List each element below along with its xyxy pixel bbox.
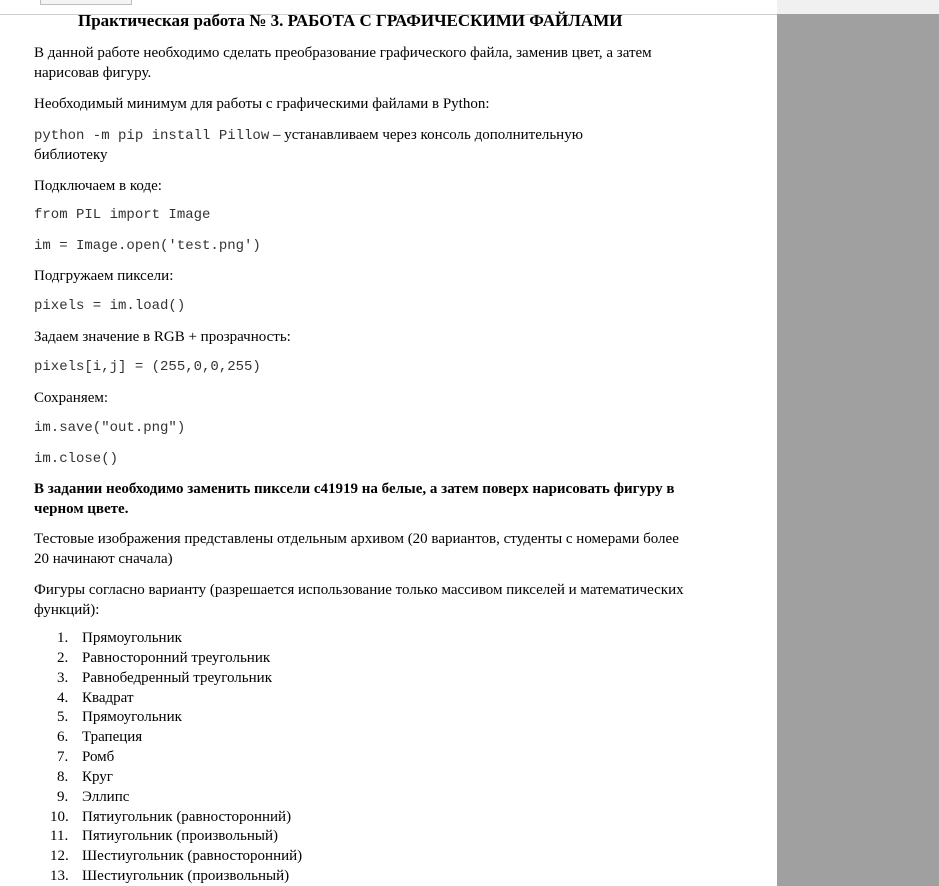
install-text: – устанавливаем через консоль дополнительную bbox=[269, 127, 583, 143]
minimum-text: Необходимый минимум для работы с графическими файлами в Python: bbox=[34, 96, 490, 112]
page-title: Практическая работа № 3. РАБОТА С ГРАФИЧЕСКИМИ ФАЙЛАМИ bbox=[78, 11, 623, 30]
list-item bbox=[34, 629, 302, 649]
list-item-number: 13. bbox=[50, 868, 69, 885]
list-item bbox=[34, 768, 302, 788]
list-item-number: 3. bbox=[57, 669, 69, 686]
list-item-number: 8. bbox=[57, 768, 69, 785]
list-item-label: Прямоугольник bbox=[82, 630, 182, 646]
intro-text-line2: нарисовав фигуру. bbox=[34, 65, 152, 81]
list-item-label: Ромб bbox=[82, 749, 115, 766]
list-item-label: Эллипс bbox=[82, 788, 130, 805]
list-item-number: 6. bbox=[57, 729, 69, 746]
figures-list bbox=[34, 629, 302, 886]
figures-intro-line1: Фигуры согласно варианту (разрешается использование только массивом пикселей и математических bbox=[34, 582, 684, 598]
list-item bbox=[34, 649, 302, 669]
load-pixels-text: Подгружаем пиксели: bbox=[34, 268, 174, 284]
code-close: im.close() bbox=[34, 451, 119, 467]
code-set: pixels[i,j] = (255,0,0,255) bbox=[34, 359, 261, 375]
code-import: from PIL import Image bbox=[34, 207, 211, 223]
connect-text: Подключаем в коде: bbox=[34, 178, 162, 194]
set-value-text: Задаем значение в RGB + прозрачность: bbox=[34, 329, 291, 345]
list-item bbox=[34, 689, 302, 709]
list-item-label: Пятиугольник (равносторонний) bbox=[82, 808, 292, 825]
list-item-number: 10. bbox=[50, 808, 69, 825]
test-images-line1: Тестовые изображения представлены отдельным архивом (20 вариантов, студенты с номерами более bbox=[34, 531, 679, 547]
test-images-line2: 20 начинают сначала) bbox=[34, 551, 173, 567]
list-item-label: Пятиугольник (произвольный) bbox=[82, 828, 279, 845]
list-item-label: Круг bbox=[82, 768, 113, 785]
list-item bbox=[34, 669, 302, 689]
list-item bbox=[34, 808, 302, 828]
list-item bbox=[34, 728, 302, 748]
list-item-label: Равнобедренный треугольник bbox=[82, 669, 272, 686]
list-item-label: Шестиугольник (произвольный) bbox=[82, 868, 290, 885]
list-item-number: 5. bbox=[57, 709, 69, 726]
list-item-label: Прямоугольник bbox=[82, 709, 182, 726]
viewer-tab[interactable] bbox=[40, 0, 132, 5]
code-save: im.save("out.png") bbox=[34, 420, 186, 436]
code-load: pixels = im.load() bbox=[34, 298, 186, 314]
install-paragraph-line2: библиотеку bbox=[34, 147, 108, 163]
list-item bbox=[34, 788, 302, 808]
list-item-label: Равносторонний треугольник bbox=[82, 649, 271, 666]
task-text-line2: черном цвете. bbox=[34, 501, 129, 517]
list-item bbox=[34, 708, 302, 728]
list-item-number: 12. bbox=[50, 848, 69, 865]
list-item bbox=[34, 827, 302, 847]
list-item bbox=[34, 867, 302, 886]
figures-intro-line2: функций): bbox=[34, 602, 100, 618]
list-item-number: 1. bbox=[57, 630, 69, 646]
list-item-number: 11. bbox=[50, 828, 69, 845]
intro-text-line1: В данной работе необходимо сделать преобразование графического файла, заменив цвет, а затем bbox=[34, 45, 652, 61]
list-item-number: 9. bbox=[57, 788, 69, 805]
list-item bbox=[34, 748, 302, 768]
list-item bbox=[34, 847, 302, 867]
list-item-number: 4. bbox=[57, 689, 69, 706]
save-text: Сохраняем: bbox=[34, 390, 109, 406]
code-open: im = Image.open('test.png') bbox=[34, 238, 261, 254]
viewer-side-panel bbox=[777, 0, 939, 886]
list-item-label: Квадрат bbox=[82, 689, 134, 706]
list-item-number: 7. bbox=[57, 749, 69, 766]
list-item-label: Трапеция bbox=[82, 729, 143, 746]
install-code: python -m pip install Pillow bbox=[34, 128, 270, 144]
install-paragraph-line1 bbox=[34, 125, 583, 146]
list-item-number: 2. bbox=[57, 649, 69, 666]
task-text-line1: В задании необходимо заменить пиксели c41919 на белые, а затем поверх нарисовать фигуру в bbox=[34, 481, 675, 497]
list-item-label: Шестиугольник (равносторонний) bbox=[82, 848, 303, 865]
